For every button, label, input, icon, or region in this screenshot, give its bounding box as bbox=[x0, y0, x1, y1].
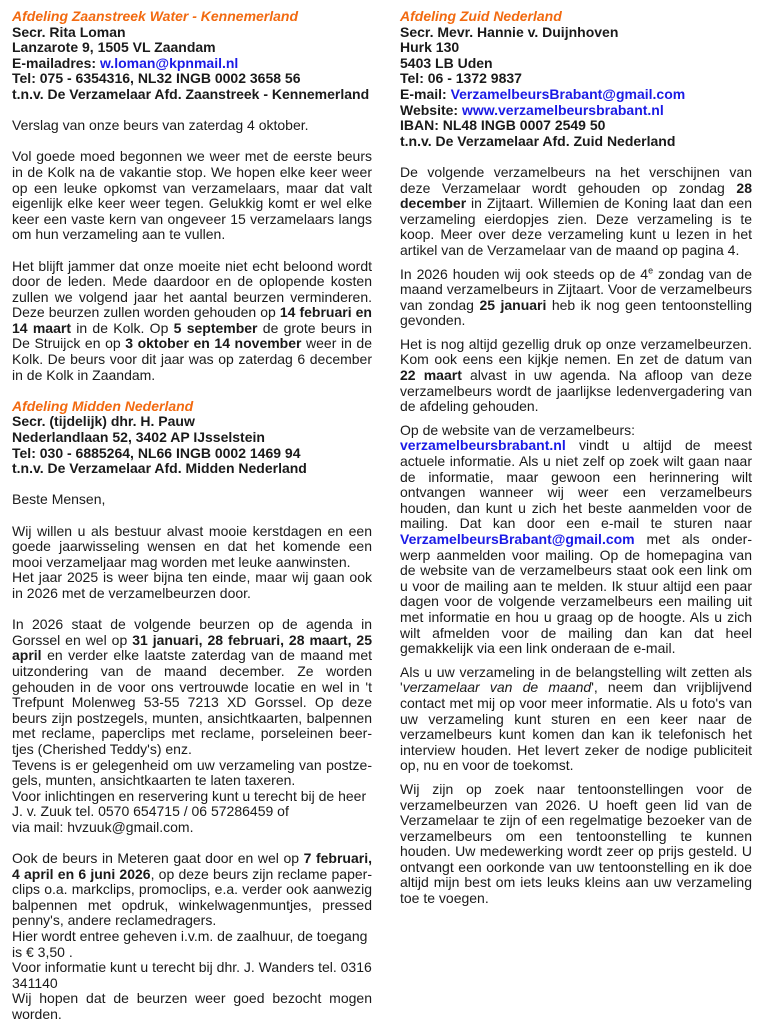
section-midden bbox=[12, 399, 372, 1023]
tnv: t.n.v. De Verzamelaar Afd. Zaanstreek - Kennemerland bbox=[12, 85, 370, 102]
address: Lanzarote 9, 1505 VL Zaandam bbox=[12, 39, 216, 56]
paragraph: Ook de beurs in Meteren gaat door en wel op 7 februari, 4 april en 6 juni 2026, op deze beurs zijn reclame paperclips o.a. markclips, promoclips, e.a. verder ook aanwezig balpennen met opdruk, winkelwagenmuntjes, pressed penny's, andere reclamedragers. bbox=[12, 850, 372, 929]
tel: Tel: 06 - 1372 9837 bbox=[400, 70, 522, 87]
email-link[interactable]: VerzamelbeursBrabant@gmail.com bbox=[450, 85, 686, 102]
paragraph: Het is nog altijd gezellig druk op onze verzamelbeurzen. Kom ook eens een kijkje nemen. En zet de datum van 22 maart alvast in uw agenda. Na afloop van deze verzamelbeurs wordt de jaarlijkse ledenvergadering van de afdeling gehouden. bbox=[400, 335, 753, 415]
email-line bbox=[12, 56, 372, 72]
paragraph: Voor inlichtingen en reservering kunt u terecht bij de heer J. v. Zuuk tel. 0570 654715 / 06 57286459 of bbox=[12, 787, 367, 820]
paragraph: via mail: hvzuuk@gmail.com. bbox=[12, 818, 194, 835]
paragraph: Vol goede moed begonnen we weer met de eerste beurs in de Kolk na de vakantie stop. We hopen elke keer weer op een leuke opkomst van verzamelaars, maar dat valt eigenlijk elke keer weer tegen. Gelukkig komt er wel elke keer een vaste kern van ongeveer 15 verzamelaars langs om hun verzameling aan te vullen. bbox=[12, 148, 372, 243]
website-link[interactable]: www.verzamelbeursbrabant.nl bbox=[461, 101, 664, 118]
paragraph: Voor informatie kunt u terecht bij dhr. J. Wanders tel. 0316 341140 bbox=[12, 959, 372, 991]
address: Nederlandlaan 52, 3402 AP IJsselstein bbox=[12, 429, 265, 446]
paragraph: Hier wordt entree geheven i.v.m. de zaalhuur, de toegang is € 3,50 . bbox=[12, 928, 368, 960]
paragraph: verzamelbeursbrabant.nl vindt u altijd de meest actuele informatie. Als u niet zelf op zoek wilt gaan naar de informatie, maar gewoon een herinnering wilt ontvangen wanneer wij weer een verzamelbeurs houden, dan kunt u zich het beste aanmelden voor de mailing. Dat kan door een e-mail te sturen naar VerzamelbeursBrabant@gmail.com met als onderwerp aanmelden voor mailing. Op de homepagina van de website van de verzamelbeurs staat ook een link om u voor de mailing aan te melden. Ik stuur altijd een paar dagen voor de volgende verzamelbeurs een mailing uit met informatie en hou u graag op de hoogte. Als u zich wilt afmelden voor de mailing dan kan dat heel gemakkelijk via een link onderaan de e-mail. bbox=[400, 437, 752, 657]
paragraph: In 2026 staat de volgende beurzen op de agenda in Gorssel en wel op 31 januari, 28 februari, 28 maart, 25 april en verder elke laatste zaterdag van de maand met uitzondering van de maand december. Ze worden gehouden in de voor ons vertrouwde locatie en wel in 't Trefpunt Molenweg 53-55 7213 XD Gorssel. Op deze beurs zijn postzegels, munten, ansichtkaarten, balpennen met reclame, paperclips met reclame, porseleinen beertjes (Cherished Teddy's) enz. bbox=[12, 616, 372, 757]
email-link[interactable]: VerzamelbeursBrabant@gmail.com bbox=[400, 531, 635, 547]
tnv: t.n.v. De Verzamelaar Afd. Zuid Nederland bbox=[400, 132, 676, 149]
paragraph: Wij zijn op zoek naar tentoonstellingen voor de verzamelbeurzen van 2026. U hoeft geen lid van de Verzamelaar te zijn of een regelmatige bezoeker van de verzamelbeurs om een tentoonstelling te kunnen houden. Uw medewerking wordt zeer op prijs gesteld. U ontvangt een oorkonde van uw tentoonstelling en ik doe altijd mijn best om iets leuks kleins aan uw verzameling toe te voegen. bbox=[400, 780, 752, 907]
paragraph: In 2026 houden wij ook steeds op de 4e zondag van de maand verzamelbeurs in Zijtaart. Voor de verzamelbeurs van zondag 25 januari heb ik nog geen tentoonstelling gevonden. bbox=[400, 264, 752, 329]
iban: IBAN: NL48 INGB 0007 2549 50 bbox=[400, 117, 606, 134]
email-link[interactable]: w.loman@kpnmail.nl bbox=[99, 54, 239, 71]
website-line: Website: www.verzamelbeursbrabant.nl bbox=[400, 101, 664, 118]
paragraph: Als u uw verzameling in de belangstelling wilt zetten als 'verzamelaar van de maand', neem dan vrijblijvend contact met mij op voor meer informatie. Als u foto's van uw verzameling kunt sturen en een keer naar de verzamelbeurs kunt komen dan kan ik telefonisch het interview houden. Het levert zeker de nodige publiciteit op, nu en voor de toekomst. bbox=[400, 663, 752, 774]
secretary: Secr. Mevr. Hannie v. Duijnhoven bbox=[400, 23, 619, 40]
tnv: t.n.v. De Verzamelaar Afd. Midden Nederland bbox=[12, 460, 307, 477]
paragraph: Tevens is er gelegenheid om uw verzameling van postzegels, munten, ansichtkaarten te laten taxeren. bbox=[12, 756, 372, 789]
website-link[interactable]: verzamelbeursbrabant.nl bbox=[400, 437, 566, 454]
section-zuid bbox=[400, 9, 752, 907]
street: Hurk 130 bbox=[400, 39, 460, 56]
paragraph: Het blijft jammer dat onze moeite niet echt beloond wordt door de leden. Mede daardoor en de oplopende kosten zullen we volgend jaar het aantal beurzen verminderen. Deze beurzen zullen worden gehouden op 14 februari en 14 maart in de Kolk. Op 5 september de grote beurs in De Struijck en op 3 oktober en 14 november weer in de Kolk. De beurs voor dit jaar was op zaterdag 6 december in de Kolk in Zaandam. bbox=[12, 257, 373, 383]
paragraph: Het jaar 2025 is weer bijna ten einde, maar wij gaan ook in 2026 met de verzamelbeurzen door. bbox=[12, 569, 372, 601]
paragraph: Op de website van de verzamelbeurs: bbox=[400, 421, 636, 438]
section-heading: Afdeling Zaanstreek Water - Kennemerland bbox=[12, 8, 299, 24]
paragraph: Wij hopen dat de beurzen weer goed bezocht mogen worden. bbox=[12, 990, 372, 1022]
email-label: E-mailadres: bbox=[12, 54, 100, 71]
left-column bbox=[12, 9, 372, 1023]
paragraph: Wij willen u als bestuur alvast mooie kerstdagen en een goede jaarwisseling wensen en dat het komende een mooi verzameljaar mag worden met leuke aanwinsten. bbox=[12, 522, 372, 570]
secretary: Secr. Rita Loman bbox=[12, 23, 126, 40]
secretary: Secr. (tijdelijk) dhr. H. Pauw bbox=[12, 413, 195, 430]
greeting: Beste Mensen, bbox=[12, 491, 106, 508]
section-heading: Afdeling Zuid Nederland bbox=[400, 8, 562, 24]
city: 5403 LB Uden bbox=[400, 54, 493, 71]
section-heading: Afdeling Midden Nederland bbox=[12, 397, 194, 414]
tel: Tel: 075 - 6354316, NL32 INGB 0002 3658 56 bbox=[12, 70, 301, 87]
paragraph: De volgende verzamelbeurs na het verschijnen van deze Verzamelaar wordt gehouden op zondag 28 december in Zijtaart. Willemien de Koning laat dan een verzameling eierdopjes zien. Deze verzameling is te koop. Meer over deze verzameling kunt u lezen in het artikel van de Verzamelaar van de maand op pagina 4. bbox=[400, 163, 752, 258]
section-zaanstreek bbox=[12, 9, 372, 383]
right-column bbox=[400, 9, 752, 907]
paragraph: Verslag van onze beurs van zaterdag 4 oktober. bbox=[12, 117, 309, 134]
tel: Tel: 030 - 6885264, NL66 INGB 0002 1469 94 bbox=[12, 444, 301, 461]
email-line: E-mail: VerzamelbeursBrabant@gmail.com bbox=[400, 85, 686, 102]
